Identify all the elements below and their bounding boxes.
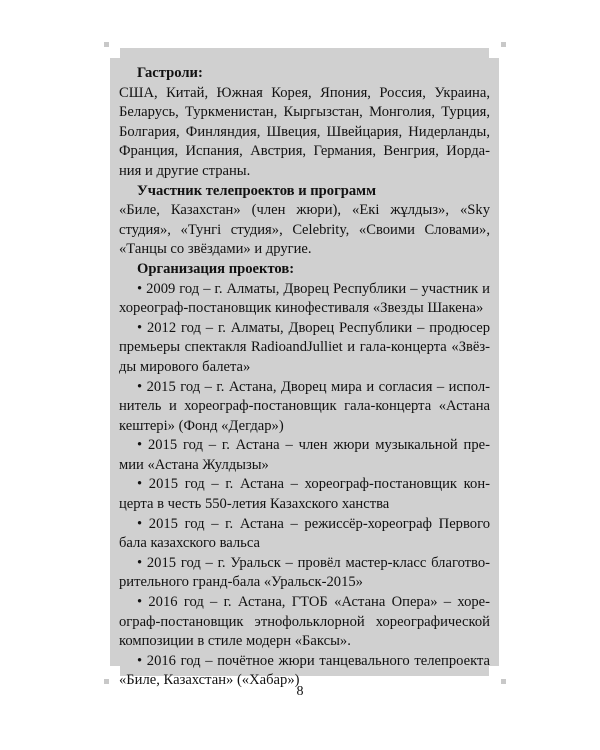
tours-line: США, Китай, Южная Корея, Япония, Россия, Украина,: [119, 84, 490, 101]
org-item-line: • 2016 год – г. Астана, ГТОБ «Астана Опера» – хоре-: [137, 594, 490, 611]
org-item-line: композиции в стиле модерн «Баксы».: [119, 633, 351, 650]
org-item-line: • 2015 год – г. Астана, Дворец мира и согласия – испол-: [137, 378, 490, 395]
tours-line: Франция, Испания, Австрия, Германия, Венгрия, Иорда-: [119, 143, 490, 160]
org-item-line: ограф-постановщик этнофольклорной хореографической: [119, 613, 490, 630]
org-item-line: кештері» (Фонд «Дегдар»): [119, 417, 284, 434]
org-item-line: • 2015 год – г. Астана – член жюри музыкальной пре-: [137, 437, 490, 454]
tours-line: Болгария, Финляндия, Швеция, Швейцария, Нидерланды,: [119, 123, 490, 140]
document-text: [119, 64, 490, 691]
org-item-line: • 2016 год – почётное жюри танцевального телепроекта: [137, 652, 490, 669]
org-item-line: нитель и хореограф-постановщик гала-концерта «Астана: [119, 398, 490, 415]
tv-line: студия», «Тунгі студия», Celebrity, «Своими Словами»,: [119, 221, 490, 238]
content-panel: [110, 48, 499, 689]
tours-heading: Гастроли:: [137, 65, 203, 81]
org-item-line: «Биле, Казахстан» («Хабар»): [119, 672, 300, 689]
corner-notch: [110, 48, 120, 58]
org-item-line: • 2015 год – г. Астана – хореограф-постановщик кон-: [137, 476, 490, 493]
corner-notch: [489, 666, 499, 676]
org-item-line: ды мирового балета»: [119, 358, 251, 375]
org-heading: Организация проектов:: [137, 260, 295, 277]
org-item-line: • 2015 год – г. Астана – режиссёр-хореограф Первого: [137, 515, 490, 532]
corner-notch: [489, 48, 499, 58]
org-item-line: премьеры спектакля RadioandJulliet и гала-концерта «Звёз-: [119, 339, 490, 356]
tours-line: ния и другие страны.: [119, 162, 251, 179]
tours-line: Беларусь, Туркменистан, Кыргызстан, Монголия, Турция,: [119, 104, 490, 121]
org-item-line: мии «Астана Жулдызы»: [119, 456, 269, 473]
tv-line: «Биле, Казахстан» (член жюри), «Екі жұлдыз», «Sky: [119, 202, 490, 219]
org-item-line: • 2015 год – г. Уральск – провёл мастер-класс благотво-: [137, 554, 490, 571]
org-item-line: • 2009 год – г. Алматы, Дворец Республики – участник и: [137, 280, 490, 297]
corner-dot: [104, 42, 109, 47]
org-item-line: хореограф-постановщик кинофестиваля «Звезды Шакена»: [119, 300, 484, 317]
page-number: 8: [296, 684, 304, 699]
tv-line: «Танцы со звёздами» и другие.: [119, 241, 312, 258]
org-item-line: рительного гранд-бала «Уральск-2015»: [119, 574, 363, 591]
org-item-line: • 2012 год – г. Алматы, Дворец Республики – продюсер: [137, 319, 490, 336]
org-item-line: бала казахского вальса: [119, 535, 260, 552]
tv-heading: Участник телепроектов и программ: [137, 182, 377, 199]
corner-dot: [501, 42, 506, 47]
org-item-line: церта в честь 550-летия Казахского ханства: [119, 496, 390, 513]
